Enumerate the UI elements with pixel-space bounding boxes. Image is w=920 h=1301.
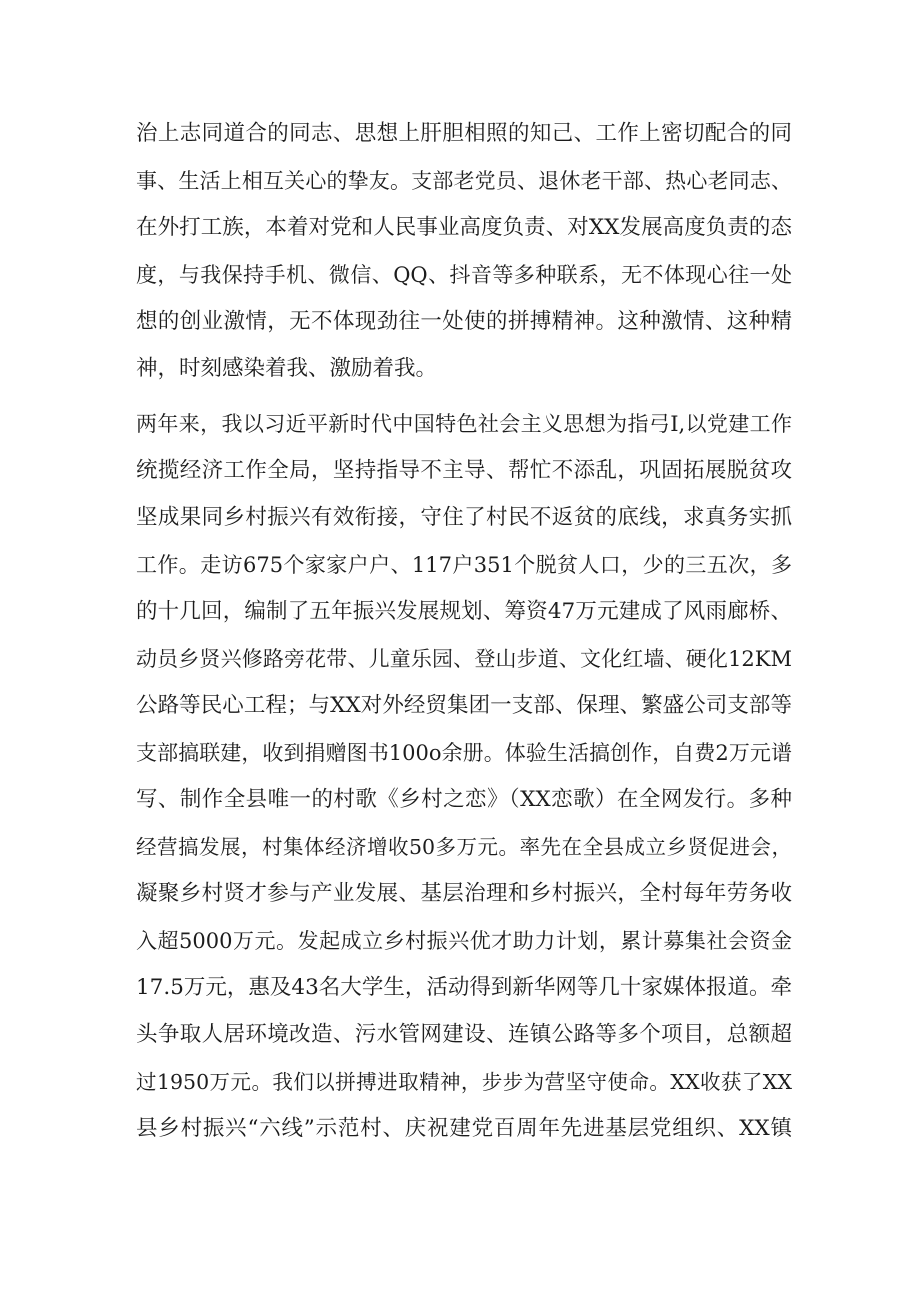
text-line: 经营搞发展，村集体经济增收50多万元。率先在全县成立乡贤促进会， [136, 835, 792, 859]
text-line: 统揽经济工作全局，坚持指导不主导、帮忙不添乱，巩固拓展脱贫攻 [136, 458, 792, 483]
text-line: 过1950万元。我们以拼搏进取精神，步步为营坚守使命。XX收获了XX [136, 1070, 792, 1094]
text-line: 坚成果同乡村振兴有效衔接，守住了村民不返贫的底线，求真务实抓 [136, 505, 792, 530]
text-line: 写、制作全县唯一的村歌《乡村之恋》（XX恋歌）在全网发行。多种 [136, 787, 792, 812]
text-line: 入超5000万元。发起成立乡村振兴优才助力计划，累计募集社会资金 [136, 929, 792, 953]
text-line: 在外打工族，本着对党和人民事业高度负责、对XX发展高度负责的态 [136, 215, 792, 240]
text-line: 的十几回，编制了五年振兴发展规划、筹资47万元建成了风雨廊桥、 [136, 599, 792, 624]
text-line: 两年来，我以习近平新时代中国特色社会主义思想为指弓I,以党建工作 [136, 412, 792, 436]
text-line: 事、生活上相互关心的挚友。支部老党员、退休老干部、热心老同志、 [136, 169, 792, 193]
text-line: 17.5万元，惠及43名大学生，活动得到新华网等几十家媒体报道。牵 [136, 975, 792, 1000]
text-line: 凝聚乡村贤才参与产业发展、基层治理和乡村振兴，全村每年劳务收 [136, 881, 792, 906]
text-line: 神，时刻感染着我、激励着我。 [136, 356, 438, 381]
text-line: 度，与我保持手机、微信、QQ、抖音等多种联系，无不体现心往一处 [136, 263, 792, 287]
text-line: 工作。走访675个家家户户、117户351个脱贫人口，少的三五次，多 [136, 553, 792, 577]
text-line: 动员乡贤兴修路旁花带、儿童乐园、登山步道、文化红墙、硬化12KM [136, 647, 792, 671]
text-line: 头争取人居环境改造、污水管网建设、连镇公路等多个项目，总额超 [136, 1022, 792, 1047]
text-line: 公路等民心工程；与XX对外经贸集团一支部、保理、繁盛公司支部等 [136, 693, 792, 718]
text-line: 支部搞联建，收到捐赠图书100o余册。体验生活搞创作，自费2万元谱 [136, 741, 792, 765]
text-line: 县乡村振兴“六线”示范村、庆祝建党百周年先进基层党组织、XX镇 [136, 1116, 792, 1141]
text-line: 想的创业激情，无不体现劲往一处使的拼搏精神。这种激情、这种精 [136, 309, 792, 334]
text-line: 治上志同道合的同志、思想上肝胆相照的知己、工作上密切配合的同 [136, 121, 792, 146]
